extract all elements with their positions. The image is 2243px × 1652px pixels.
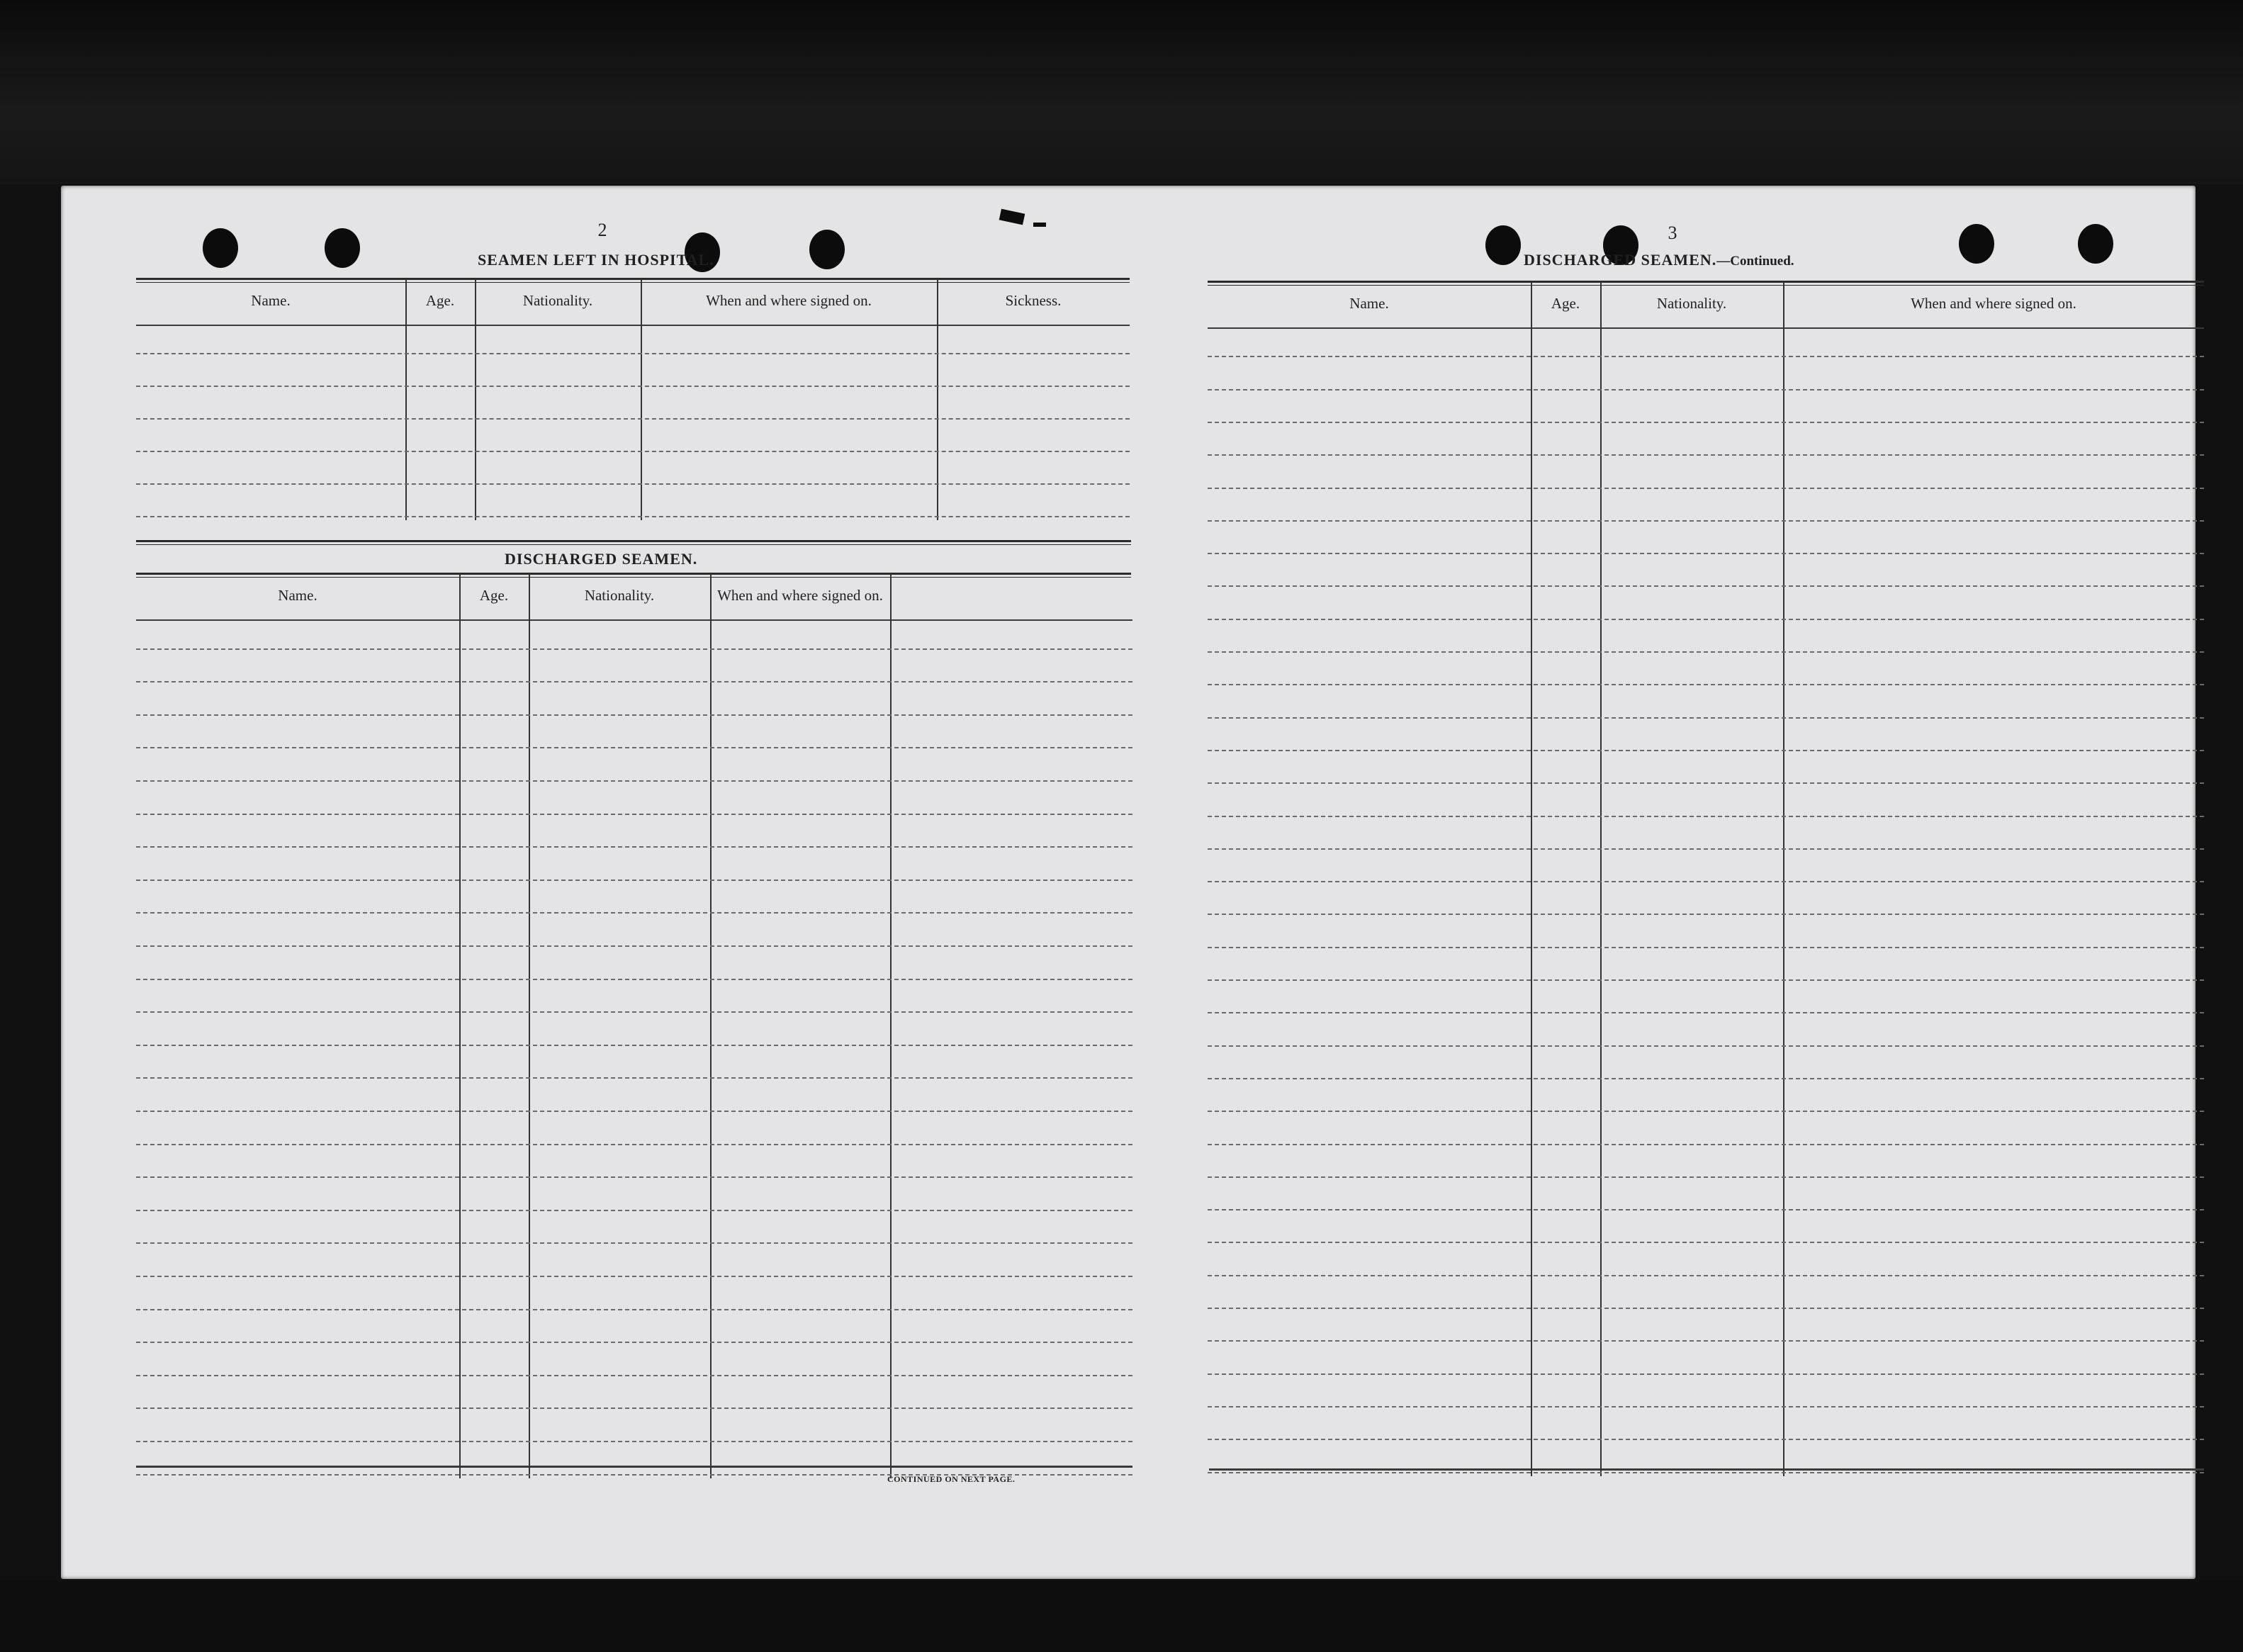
row-line (1208, 1078, 2204, 1079)
column-divider (1531, 282, 1532, 1476)
section-double-rule (136, 540, 1131, 545)
page-number-left: 2 (597, 220, 607, 240)
row-line (1208, 1472, 2204, 1473)
row-line (136, 1011, 1132, 1013)
row-line (136, 814, 1132, 815)
column-header: Age. (425, 292, 455, 309)
row-line (1208, 816, 2204, 817)
row-line (136, 1474, 1132, 1476)
discharged-continued-title (1524, 251, 1794, 269)
row-line (136, 1210, 1132, 1211)
row-line (136, 1111, 1132, 1112)
row-line (1208, 1209, 2204, 1210)
continued-note: CONTINUED ON NEXT PAGE. (887, 1474, 1016, 1484)
row-line (136, 747, 1132, 748)
column-header: Nationality. (584, 587, 655, 604)
row-line (136, 516, 1130, 517)
ledger-sheet (61, 186, 2196, 1579)
row-line (136, 353, 1130, 354)
row-line (136, 1375, 1132, 1376)
section-double-rule (136, 573, 1131, 578)
punch-hole (1485, 225, 1521, 265)
punch-hole (1959, 224, 1994, 264)
row-line (136, 386, 1130, 387)
row-line (1208, 1144, 2204, 1145)
ink-blot (1033, 223, 1046, 227)
row-line (136, 846, 1132, 848)
row-line (1208, 1242, 2204, 1243)
row-line (136, 1276, 1132, 1277)
scan-background-top (0, 0, 2243, 184)
row-line (1208, 585, 2204, 587)
row-line (1208, 717, 2204, 719)
discharged-continued-title-main: DISCHARGED SEAMEN. (1524, 251, 1717, 269)
column-header: Age. (1551, 295, 1580, 312)
discharged-continued-title-suffix: —Continued. (1716, 254, 1794, 269)
row-line (136, 912, 1132, 914)
top-double-rule-right (1208, 281, 2204, 286)
column-header: Name. (1349, 295, 1389, 312)
row-line (136, 1309, 1132, 1310)
row-line (1208, 848, 2204, 850)
row-line (1208, 750, 2204, 751)
row-line (1208, 553, 2204, 554)
row-line (1208, 1275, 2204, 1276)
row-line (136, 418, 1130, 420)
row-line (1208, 1045, 2204, 1047)
row-line (136, 648, 1132, 650)
row-line (1208, 914, 2204, 915)
row-line (1208, 488, 2204, 489)
row-line (1208, 651, 2204, 653)
punch-hole (2078, 224, 2113, 264)
row-line (136, 1407, 1132, 1409)
row-line (136, 1077, 1132, 1079)
row-line (136, 1176, 1132, 1178)
row-line (1208, 520, 2204, 522)
column-header: Name. (278, 587, 317, 604)
column-divider (1783, 282, 1784, 1476)
column-header: When and where signed on. (1911, 295, 2076, 312)
column-header: When and where signed on. (706, 292, 872, 309)
row-line (136, 780, 1132, 782)
row-line (136, 483, 1130, 485)
row-line (136, 1342, 1132, 1343)
row-line (136, 1144, 1132, 1145)
row-line (136, 979, 1132, 980)
row-line (1208, 1308, 2204, 1309)
row-line (1208, 1373, 2204, 1375)
row-line (136, 945, 1132, 947)
row-line (1208, 979, 2204, 981)
row-line (136, 714, 1132, 716)
column-header: Nationality. (1656, 295, 1727, 312)
column-divider (1600, 282, 1602, 1476)
row-line (136, 681, 1132, 682)
row-line (1208, 422, 2204, 423)
punch-hole (809, 230, 845, 269)
row-line (1208, 389, 2204, 390)
row-line (1208, 1012, 2204, 1013)
column-header: Age. (479, 587, 509, 604)
row-line (1208, 1176, 2204, 1178)
row-line (1208, 684, 2204, 685)
row-line (136, 880, 1132, 881)
ink-blot (999, 209, 1025, 225)
page-number-right: 3 (1668, 223, 1677, 243)
column-header: Name. (251, 292, 291, 309)
discharged-section-title: DISCHARGED SEAMEN. (505, 550, 698, 568)
punch-hole (203, 228, 238, 268)
bottom-rule (136, 1466, 1132, 1468)
punch-hole (325, 228, 360, 268)
row-line (136, 451, 1130, 452)
header-underline (136, 619, 1132, 621)
row-line (1208, 454, 2204, 456)
row-line (1208, 881, 2204, 882)
row-line (1208, 1340, 2204, 1342)
column-header: When and where signed on. (717, 587, 883, 604)
column-header: Nationality. (522, 292, 593, 309)
row-line (1208, 1406, 2204, 1407)
row-line (136, 1045, 1132, 1046)
header-underline (1208, 327, 2204, 329)
row-line (136, 1242, 1132, 1244)
header-underline (136, 325, 1130, 326)
row-line (136, 1441, 1132, 1442)
top-double-rule (136, 278, 1130, 283)
row-line (1208, 1439, 2204, 1440)
bottom-rule-right (1209, 1468, 2204, 1471)
row-line (1208, 356, 2204, 357)
column-header: Sickness. (1005, 292, 1062, 309)
row-line (1208, 1111, 2204, 1112)
row-line (1208, 782, 2204, 784)
row-line (1208, 947, 2204, 948)
scan-background-bottom (0, 1580, 2243, 1652)
row-line (1208, 619, 2204, 620)
hospital-section-title: SEAMEN LEFT IN HOSPITAL. (478, 251, 714, 269)
